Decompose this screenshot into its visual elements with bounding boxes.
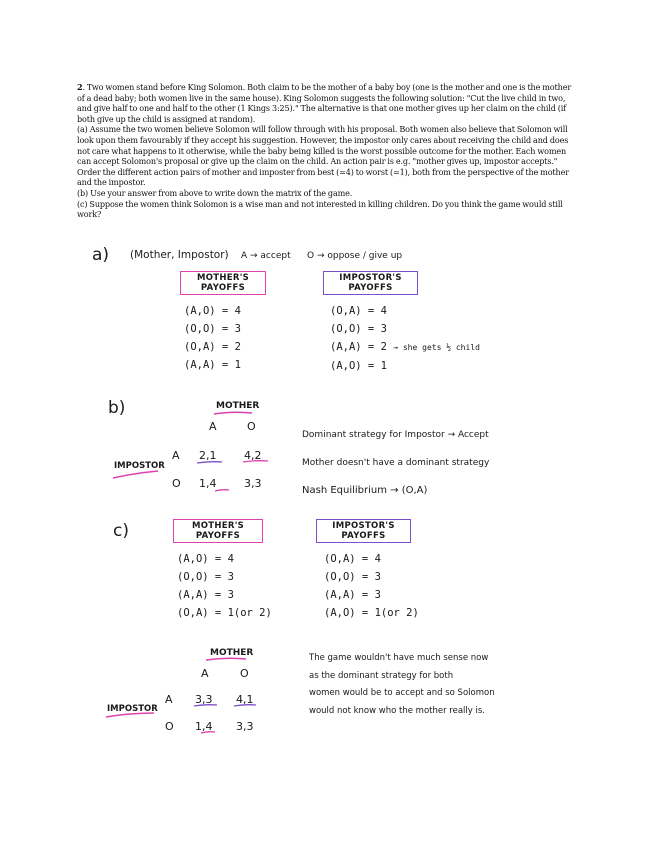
- payoff-item: (A,O) = 1: [330, 360, 387, 372]
- mother-payoffs-box: MOTHER'S PAYOFFS: [180, 271, 266, 295]
- payoff-item: (O,A) = 2: [184, 341, 241, 353]
- col-oppose-b: O: [247, 420, 256, 433]
- payoff-item: (O,O) = 3: [184, 323, 241, 335]
- matrix-cell: 2,1: [199, 449, 217, 462]
- cell-underline-3: [215, 490, 229, 491]
- payoff-item: (O,O) = 3: [324, 571, 381, 583]
- problem-part-a: (a) Assume the two women believe Solomon will follow through with his proposal. Both women also believe that Solomon will look upon them favourably if they accept his suggestion. However, the impostor only cares about receiving the child and does not care what happens to it otherwise, while the baby being killed is the worst possible outcome for the mother. Each women can accept Solomon's proposal or give up the claim on the child. An action pair is e.g. "mother gives up, impostor accepts." Order the different action pairs of mother and imposter from best (=4) to worst (=1), both from the perspective of the mother and the impostor.: [77, 124, 569, 188]
- mother-payoff-list-a: [184, 302, 241, 374]
- payoff-item: (A,A) = 3: [324, 589, 381, 601]
- matrix-cell: 4,1: [236, 693, 254, 706]
- problem-intro: 2. Two women stand before King Solomon. Both claim to be the mother of a baby boy (one is the mother and one is the mother of a dead baby; both women live in the same house). King Solomon suggests the following solution: "Cut the live child in two, and give half to one and half to the other (1 Kings 3:25)." The alternative is that one mother gives up her claim on the child (if both give up the child is assigned at random).: [77, 82, 572, 124]
- action-order: (Mother, Impostor): [130, 249, 229, 261]
- impostor-player-label-b: IMPOSTOR: [114, 461, 165, 471]
- col-accept-c: A: [201, 667, 209, 680]
- matrix-cell: 3,3: [244, 477, 262, 490]
- payoff-item: (A,A) = 1: [184, 359, 241, 371]
- conclusion-line: The game wouldn't have much sense now: [309, 653, 489, 663]
- conclusion-text: [309, 650, 495, 720]
- problem-part-c: (c) Suppose the women think Solomon is a wise man and not interested in killing children. Do you think the game would still work?: [77, 198, 563, 220]
- legend-oppose: O → oppose / give up: [307, 251, 403, 261]
- payoff-item: (O,O) = 3: [177, 571, 234, 583]
- impostor-payoffs-box: IMPOSTOR'S PAYOFFS: [323, 271, 418, 295]
- answer-a-label: a): [92, 245, 110, 265]
- mother-payoffs-box-c: MOTHER'S PAYOFFS: [173, 519, 263, 543]
- legend-accept: A → accept: [241, 251, 291, 261]
- answer-c-label: c): [113, 521, 129, 541]
- payoff-item: (O,A) = 4: [330, 305, 387, 317]
- mother-player-label-b: MOTHER: [216, 401, 260, 411]
- matrix-cell: 4,2: [244, 449, 262, 462]
- answer-b-label: b): [108, 398, 126, 418]
- mother-underline-c: [206, 658, 246, 660]
- matrix-cell: 1,4: [199, 477, 217, 490]
- row-accept-c: A: [165, 693, 173, 706]
- row-oppose-c: O: [165, 720, 174, 733]
- payoff-item: (O,A) = 1(or 2): [177, 607, 272, 619]
- note-nash-equilibrium: Nash Equilibrium → (O,A): [302, 485, 428, 496]
- matrix-cell: 1,4: [195, 720, 213, 733]
- mother-player-label-c: MOTHER: [210, 648, 254, 658]
- impostor-payoff-list-a: [330, 302, 480, 375]
- col-accept-b: A: [209, 420, 217, 433]
- matrix-cell: 3,3: [236, 720, 254, 733]
- mother-payoff-list-c: [177, 550, 272, 622]
- matrix-cell: 3,3: [195, 693, 213, 706]
- conclusion-line: women would be to accept and so Solomon: [309, 688, 495, 698]
- mother-underline-b: [214, 412, 252, 414]
- problem-number: 2: [77, 82, 83, 92]
- payoff-item: (A,A) = 2 → she gets ½ child: [330, 341, 480, 353]
- impostor-player-label-c: IMPOSTOR: [107, 704, 158, 714]
- row-accept-b: A: [172, 449, 180, 462]
- payoff-item: (O,O) = 3: [330, 323, 387, 335]
- conclusion-line: would not know who the mother really is.: [309, 705, 485, 716]
- payoff-item: (A,A) = 3: [177, 589, 234, 601]
- problem-part-b: (b) Use your answer from above to write down the matrix of the game.: [77, 187, 353, 198]
- impostor-payoffs-box-c: IMPOSTOR'S PAYOFFS: [316, 519, 411, 543]
- impostor-underline-b: [113, 471, 158, 478]
- payoff-item: (A,O) = 1(or 2): [324, 607, 419, 619]
- col-oppose-c: O: [240, 667, 249, 680]
- note-mother-no-dominant: Mother doesn't have a dominant strategy: [302, 458, 490, 468]
- payoff-item: (A,O) = 4: [177, 553, 234, 565]
- note-dominant-impostor: Dominant strategy for Impostor → Accept: [302, 430, 489, 440]
- payoff-item: (O,A) = 4: [324, 553, 381, 565]
- payoff-item: (A,O) = 4: [184, 305, 241, 317]
- impostor-payoff-list-c: [324, 550, 419, 622]
- conclusion-line: as the dominant strategy for both: [309, 670, 454, 681]
- row-oppose-b: O: [172, 477, 181, 490]
- half-child-note: → she gets ½ child: [393, 343, 480, 352]
